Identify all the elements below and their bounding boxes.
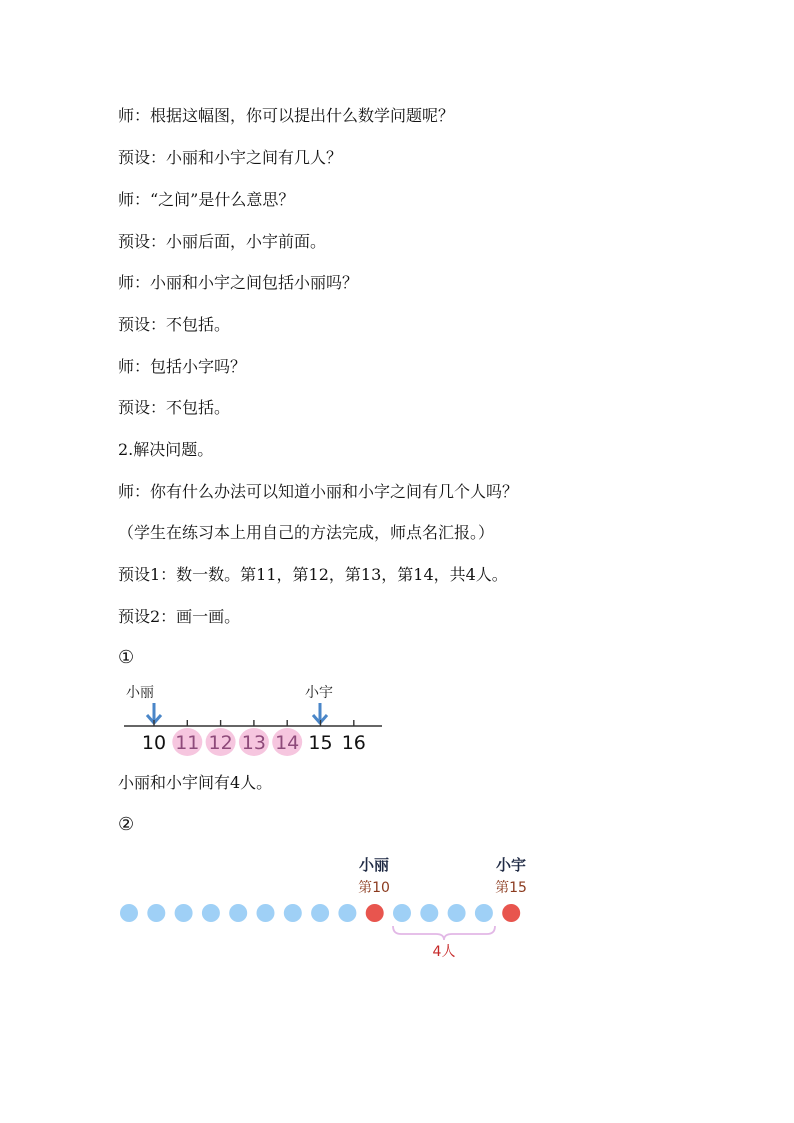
person-dot [202, 904, 220, 922]
number-line-figure [118, 680, 398, 760]
text-line-1: 师：根据这幅图，你可以提出什么数学问题呢？ [118, 106, 455, 125]
number-label: 11 [175, 732, 200, 754]
text-line-10: 师：你有什么办法可以知道小丽和小字之间有几个人吗？ [118, 482, 519, 501]
text-line-11: （学生在练习本上用自己的方法完成，师点名汇报。） [118, 523, 495, 542]
person-dot [257, 904, 275, 922]
text-line-6: 预设：不包括。 [118, 315, 231, 334]
person-dot [147, 904, 165, 922]
number-label: 12 [208, 732, 233, 754]
text-line-5: 师：小丽和小宇之间包括小丽吗？ [118, 273, 359, 292]
number-label: 10 [141, 732, 167, 754]
number-line-svg [118, 680, 398, 760]
name-xiaoli: 小丽 [358, 856, 390, 874]
person-dot [338, 904, 356, 922]
person-dot [311, 904, 329, 922]
label-xiaoli: 小丽 [126, 685, 154, 701]
marked-person-dot [366, 904, 384, 922]
text-line-4: 预设：小丽后面，小宇前面。 [118, 232, 327, 251]
person-dot [175, 904, 193, 922]
position-left: 第10 [358, 880, 390, 896]
queue-dots-figure [110, 848, 550, 968]
number-label: 16 [341, 732, 366, 754]
text-line-13: 预设2：画一画。 [118, 607, 241, 626]
person-dot [448, 904, 466, 922]
text-line-7: 师：包括小字吗？ [118, 357, 247, 376]
person-dot [393, 904, 411, 922]
name-xiaoyu: 小宇 [495, 856, 527, 874]
label-xiaoyu: 小宇 [305, 685, 333, 701]
text-line-2: 预设：小丽和小宇之间有几人？ [118, 148, 343, 167]
queue-dots-svg [110, 848, 550, 968]
circled-number-1: ① [118, 647, 135, 668]
figure1-conclusion: 小丽和小宇间有4人。 [118, 773, 273, 792]
person-dot [420, 904, 438, 922]
person-dot [229, 904, 247, 922]
number-label: 15 [308, 732, 333, 754]
person-dot [475, 904, 493, 922]
section-heading: 2.解决问题。 [118, 440, 214, 459]
count-brace [393, 926, 495, 940]
marked-person-dot [502, 904, 520, 922]
text-line-3: 师：“之间”是什么意思？ [118, 190, 295, 209]
position-right: 第15 [495, 880, 527, 896]
text-line-8: 预设：不包括。 [118, 398, 231, 417]
person-dot [120, 904, 138, 922]
circled-number-2: ② [118, 814, 135, 835]
text-line-12: 预设1：数一数。第11，第12，第13，第14，共4人。 [118, 565, 508, 584]
count-label: 4人 [432, 944, 456, 960]
person-dot [284, 904, 302, 922]
number-label: 14 [275, 732, 300, 754]
number-label: 13 [241, 732, 266, 754]
